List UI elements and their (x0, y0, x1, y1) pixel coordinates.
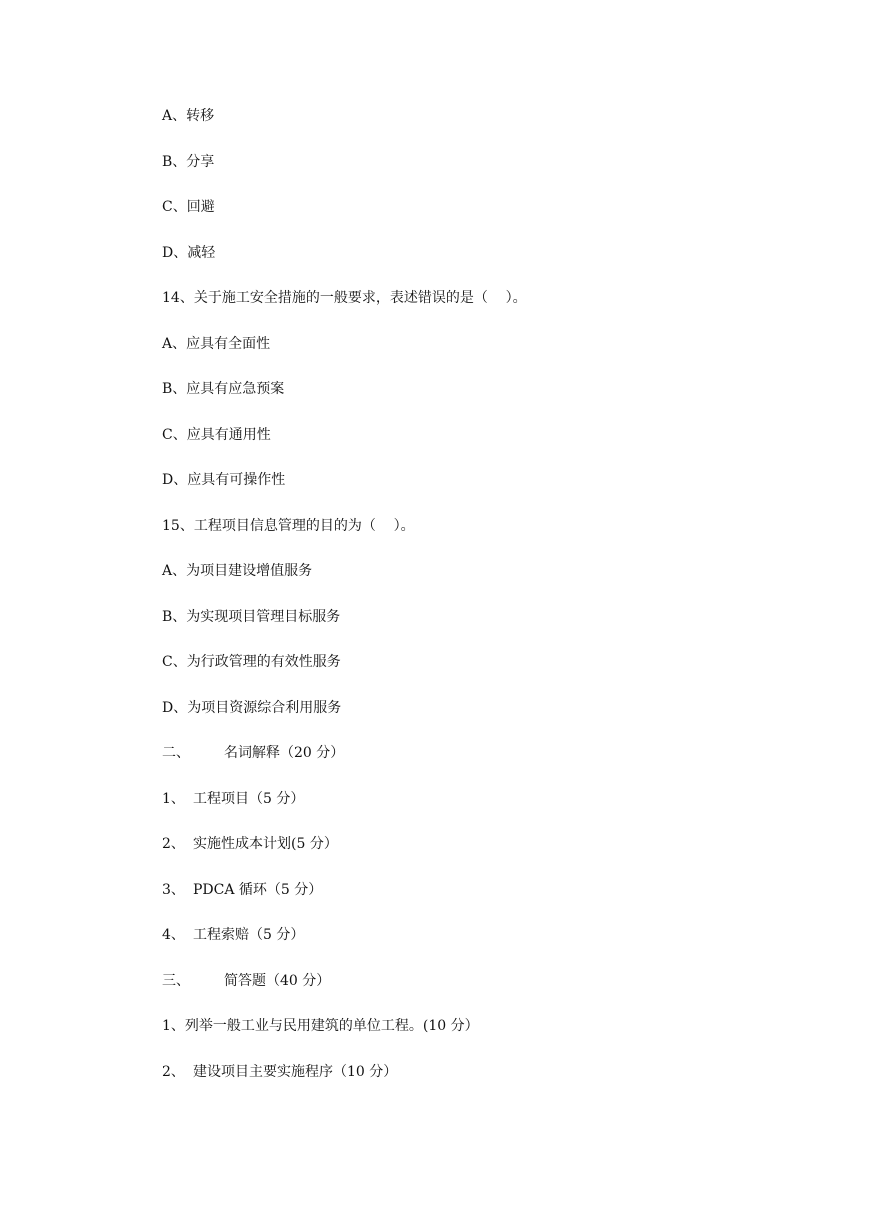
item-text: PDCA 循环（5 分） (193, 882, 323, 898)
q14-question: 14、关于施工安全措施的一般要求，表述错误的是（ ）。 (162, 290, 527, 306)
item-number: 3、 (162, 882, 185, 898)
item-number: 2、 (162, 1064, 185, 1080)
item-text: 建设项目主要实施程序（10 分） (193, 1064, 398, 1080)
item-number: 2、 (162, 836, 185, 852)
q13-option-a: A、转移 (162, 108, 215, 124)
section3-label: 三、 (162, 973, 190, 989)
section3-item-1 (162, 1016, 479, 1036)
q14-option-b: B、应具有应急预案 (162, 381, 285, 397)
q15-option-a: A、为项目建设增值服务 (162, 563, 313, 579)
item-text: 1、列举一般工业与民用建筑的单位工程。(10 分） (162, 1018, 479, 1034)
section2-label: 二、 (162, 745, 190, 761)
section3-title: 简答题（40 分） (224, 973, 331, 989)
q15-option-c: C、为行政管理的有效性服务 (162, 654, 341, 670)
section3-item-2 (162, 1062, 397, 1082)
item-number: 1、 (162, 791, 185, 807)
item-text: 工程项目（5 分） (193, 791, 305, 807)
q14-option-d: D、应具有可操作性 (162, 472, 286, 488)
q13-option-c: C、回避 (162, 199, 215, 215)
q14-option-c: C、应具有通用性 (162, 427, 271, 443)
item-number: 4、 (162, 927, 185, 943)
section3-heading (162, 971, 330, 991)
section2-title: 名词解释（20 分） (224, 745, 345, 761)
item-text: 实施性成本计划(5 分） (193, 836, 338, 852)
q13-option-d: D、减轻 (162, 245, 216, 261)
q15-question: 15、工程项目信息管理的目的为（ ）。 (162, 518, 415, 534)
section2-item-4 (162, 925, 304, 945)
section2-item-1 (162, 789, 304, 809)
q14-option-a: A、应具有全面性 (162, 336, 271, 352)
q13-option-b: B、分享 (162, 154, 215, 170)
q15-option-d: D、为项目资源综合利用服务 (162, 700, 342, 716)
section2-heading (162, 743, 344, 763)
section2-item-3 (162, 880, 322, 900)
section2-item-2 (162, 834, 338, 854)
q15-option-b: B、为实现项目管理目标服务 (162, 609, 341, 625)
item-text: 工程索赔（5 分） (193, 927, 305, 943)
